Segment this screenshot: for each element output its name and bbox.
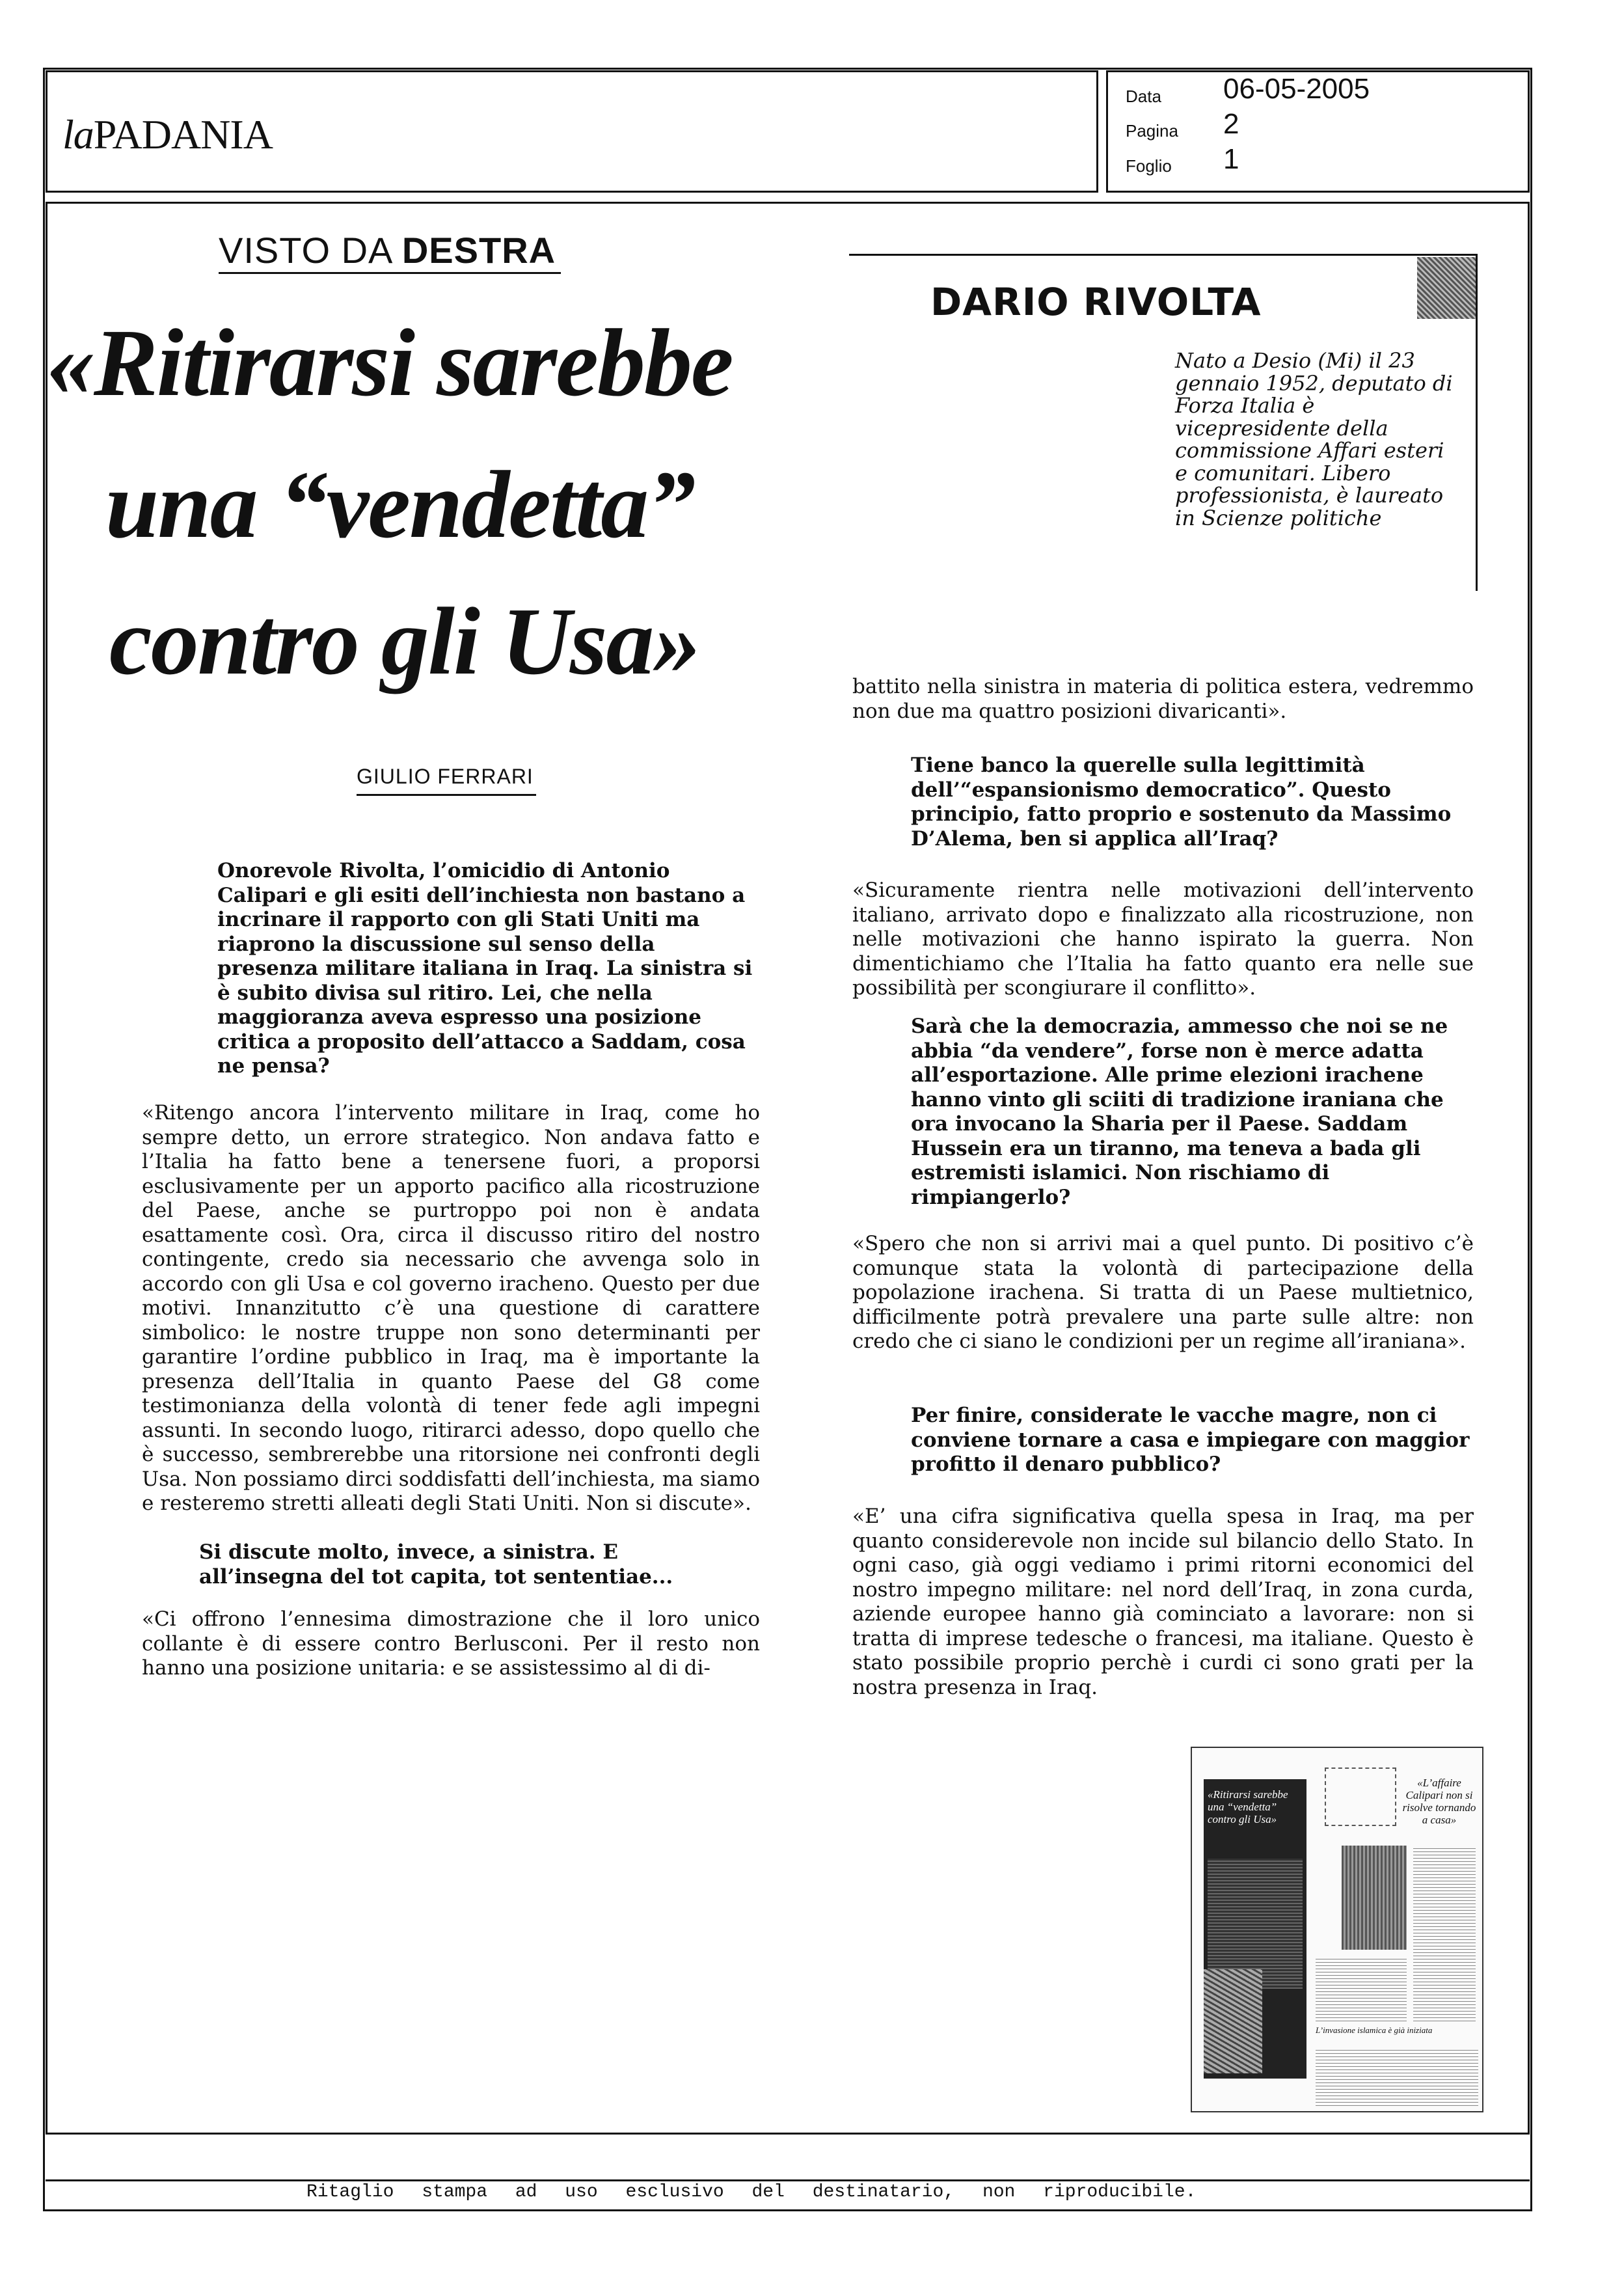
kicker-bold: DESTRA xyxy=(401,230,556,271)
answer-1: «Ritengo ancora l’intervento militare in Iraq, come ho sempre detto, un errore strategico. Non andava fatto e l’Italia ha fatto bene a tenersene fuori, a proporsi esclusivamente per un apporto pacifico alla ricostruzione del Paese, anche se purtroppo poi non è andata esattamente così. Ora, circa il discusso ritiro del nostro contingente, credo sia necessario che avvenga solo in accordo con gli Usa e col governo iracheno. Questo per due motivi. Innanzitutto c’è una questione di carattere simbolico: le nostre truppe non sono determinanti per garantire l’ordine pubblico in Iraq, ma è importante la presenza dell’Italia in quanto Paese del G8 come testimonianza della volontà di tener fede agli impegni assunti. In secondo luogo, ritirarci adesso, dopo quello che è successo, sembrerebbe una ritorsione nei confronti degli Usa. Non possiamo dirci soddisfatti dell’inchiesta, ma siamo e resteremo stretti alleati degli Stati Uniti. Non si discute». xyxy=(142,1101,760,1515)
section-kicker xyxy=(219,229,556,271)
bio-shade-block xyxy=(1417,257,1476,319)
headline-line-3: contro gli Usa» xyxy=(109,588,700,695)
question-5: Per finire, considerate le vacche magre, non ci conviene tornare a casa e impiegare con maggior profitto il denaro pubblico? xyxy=(911,1404,1470,1476)
thumbnail-text-lines-mid xyxy=(1316,1956,1407,2021)
thumbnail-photo-bottom xyxy=(1204,1969,1262,2073)
bio-top-rule xyxy=(849,254,1477,256)
author-underline xyxy=(357,794,536,796)
foglio-label: Foglio xyxy=(1126,156,1172,176)
thumbnail-footer-headline: L’invasione islamica è già iniziata xyxy=(1316,2025,1433,2035)
answer-2-start: «Ci offrono l’ennesima dimostrazione che il loro unico collante è di essere contro Berlusconi. Per il resto non hanno una posizione unitaria: e se assistessimo al di di- xyxy=(142,1607,760,1680)
foglio-value: 1 xyxy=(1223,143,1239,175)
question-3: Tiene banco la querelle sulla legittimità dell’“espansionismo democratico”. Questo principio, fatto proprio e sostenuto da Massimo D’Alema, ben si applica all’Iraq? xyxy=(911,754,1452,851)
question-4: Sarà che la democrazia, ammesso che noi se ne abbia “da vendere”, forse non è merce adatta all’esportazione. Alle prime elezioni irachene hanno vinto gli sciiti di tradizione iraniana che ora invocano la Sharia per il Paese. Saddam Hussein era un tiranno, ma teneva a bada gli estremisti islamici. Non rischiamo di rimpiangerlo? xyxy=(911,1015,1448,1209)
thumbnail-quote: «L’affaire Calipari non si risolve tornando a casa» xyxy=(1402,1777,1476,1826)
footer-notice: Ritaglio stampa ad uso esclusivo del destinatario, non riproducibile. xyxy=(306,2182,1197,2202)
question-1: Onorevole Rivolta, l’omicidio di Antonio Calipari e gli esiti dell’inchiesta non bastano a incrinare il rapporto con gli Stati Uniti ma riaprono la discussione sul senso della presenza militare italiana in Iraq. La sinistra si è subito divisa sul ritiro. Lei, che nella maggioranza aveva espresso una posizione critica a proposito dell’attacco a Saddam, cosa ne pensa? xyxy=(217,859,753,1078)
thumbnail-arrow-box xyxy=(1325,1767,1396,1826)
kicker-underline xyxy=(219,272,561,274)
answer-3: «Sicuramente rientra nelle motivazioni dell’intervento italiano, arrivato dopo e finalizzato alla ricostruzione, non nelle motivazioni che hanno ispirato la guerra. Non dimentichiamo che l’Italia ha fatto quanto era nelle sue possibilità per scongiurare il conflitto». xyxy=(852,879,1474,1000)
data-value: 06-05-2005 xyxy=(1223,73,1370,105)
bio-name: DARIO RIVOLTA xyxy=(930,280,1262,324)
thumbnail-photo-right xyxy=(1342,1846,1407,1950)
answer-4: «Spero che non si arrivi mai a quel punto. Di positivo c’è comunque stata la volontà di partecipazione della popolazione irachena. Si tratta di un Paese multietnico, difficilmente potrà prevalere una parte sulle altre: non credo che ci siano le condizioni per un regime all’iraniana». xyxy=(852,1232,1474,1353)
data-label: Data xyxy=(1126,87,1161,106)
footer-rule xyxy=(46,2179,1530,2181)
headline-line-1: «Ritirarsi sarebbe xyxy=(47,310,733,416)
page-thumbnail xyxy=(1191,1747,1483,2112)
question-2: Si discute molto, invece, a sinistra. E all’insegna del tot capita, tot sententiae... xyxy=(199,1540,673,1589)
kicker-normal: VISTO DA xyxy=(219,230,402,271)
pagina-value: 2 xyxy=(1223,108,1239,140)
bio-text: Nato a Desio (Mi) il 23 gennaio 1952, deputato di Forza Italia è vicepresidente della commissione Affari esteri e comunitari. Libero professionista, è laureato in Scienze politiche xyxy=(1175,348,1453,530)
logo-prefix: la xyxy=(62,111,94,157)
author-byline: GIULIO FERRARI xyxy=(357,765,534,788)
answer-5: «E’ una cifra significativa quella spesa in Iraq, ma per quanto considerevole non incide sul bilancio dello Stato. In ogni caso, già oggi vediamo i primi ritorni economici del nostro impegno militare: nel nord dell’Iraq, in zona curda, aziende europee hanno già cominciato a lavorare: non si tratta di imprese tedesche o francesi, ma italiane. Questo è stato possibile proprio perchè i curdi ci sono grati per la nostra presenza in Iraq. xyxy=(852,1505,1474,1699)
answer-2-continued: battito nella sinistra in materia di politica estera, vedremmo non due ma quattro posizioni divaricanti». xyxy=(852,675,1474,723)
logo-name: PADANIA xyxy=(93,111,273,157)
thumbnail-text-lines-bottom xyxy=(1316,2047,1478,2106)
bio-right-rule xyxy=(1476,254,1478,591)
newspaper-logo xyxy=(62,111,273,159)
thumbnail-headline: «Ritirarsi sarebbe una “vendetta” contro gli Usa» xyxy=(1208,1788,1288,1825)
thumbnail-text-lines-right xyxy=(1413,1846,1476,2021)
pagina-label: Pagina xyxy=(1126,121,1178,141)
headline-line-2: una “vendetta” xyxy=(105,452,695,558)
